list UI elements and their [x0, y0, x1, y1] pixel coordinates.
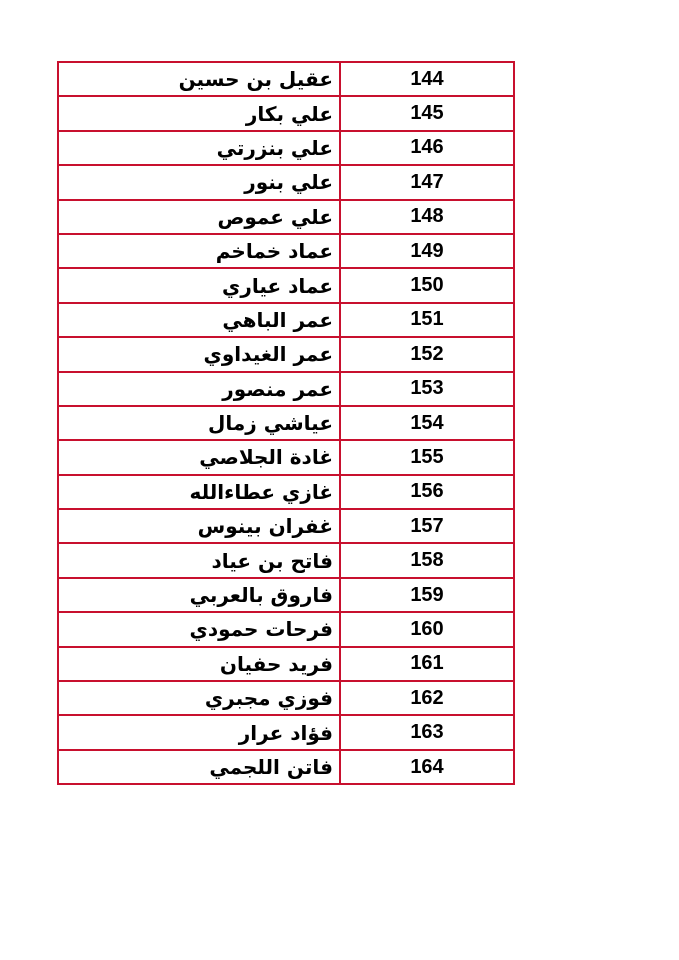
name-cell: عياشي زمال [58, 406, 340, 440]
table-row [58, 509, 514, 543]
number-cell: 150 [340, 268, 514, 302]
table-row [58, 234, 514, 268]
number-cell: 159 [340, 578, 514, 612]
table-row [58, 715, 514, 749]
number-cell: 155 [340, 440, 514, 474]
number-cell: 162 [340, 681, 514, 715]
name-cell: علي بنزرتي [58, 131, 340, 165]
name-cell: فاتن اللجمي [58, 750, 340, 784]
table-row [58, 475, 514, 509]
number-cell: 151 [340, 303, 514, 337]
table-row [58, 372, 514, 406]
number-cell: 145 [340, 96, 514, 130]
name-cell: فاروق بالعربي [58, 578, 340, 612]
number-cell: 160 [340, 612, 514, 646]
table-row [58, 165, 514, 199]
number-cell: 149 [340, 234, 514, 268]
name-cell: غازي عطاءالله [58, 475, 340, 509]
number-cell: 153 [340, 372, 514, 406]
name-cell: علي عموص [58, 200, 340, 234]
names-table [57, 61, 515, 785]
names-table-body [58, 62, 514, 784]
name-cell: عماد عياري [58, 268, 340, 302]
table-row [58, 612, 514, 646]
number-cell: 146 [340, 131, 514, 165]
number-cell: 148 [340, 200, 514, 234]
number-cell: 147 [340, 165, 514, 199]
table-row [58, 200, 514, 234]
table-row [58, 96, 514, 130]
number-cell: 144 [340, 62, 514, 96]
table-row [58, 268, 514, 302]
name-cell: غادة الجلاصي [58, 440, 340, 474]
name-cell: فؤاد عرار [58, 715, 340, 749]
table-row [58, 681, 514, 715]
name-cell: عمر الغيداوي [58, 337, 340, 371]
table-row [58, 578, 514, 612]
number-cell: 158 [340, 543, 514, 577]
name-cell: غفران بينوس [58, 509, 340, 543]
number-cell: 163 [340, 715, 514, 749]
table-row [58, 750, 514, 784]
name-cell: عماد خماخم [58, 234, 340, 268]
table-row [58, 647, 514, 681]
table-row [58, 131, 514, 165]
name-cell: فوزي مجبري [58, 681, 340, 715]
name-cell: فريد حفيان [58, 647, 340, 681]
number-cell: 156 [340, 475, 514, 509]
number-cell: 154 [340, 406, 514, 440]
number-cell: 157 [340, 509, 514, 543]
name-cell: فاتح بن عياد [58, 543, 340, 577]
number-cell: 152 [340, 337, 514, 371]
table-row [58, 543, 514, 577]
table-row [58, 406, 514, 440]
name-cell: فرحات حمودي [58, 612, 340, 646]
name-cell: عمر منصور [58, 372, 340, 406]
name-cell: عمر الباهي [58, 303, 340, 337]
name-cell: علي بنور [58, 165, 340, 199]
table-row [58, 440, 514, 474]
table-row [58, 303, 514, 337]
name-cell: علي بكار [58, 96, 340, 130]
number-cell: 161 [340, 647, 514, 681]
table-row [58, 337, 514, 371]
name-cell: عقيل بن حسين [58, 62, 340, 96]
number-cell: 164 [340, 750, 514, 784]
table-row [58, 62, 514, 96]
